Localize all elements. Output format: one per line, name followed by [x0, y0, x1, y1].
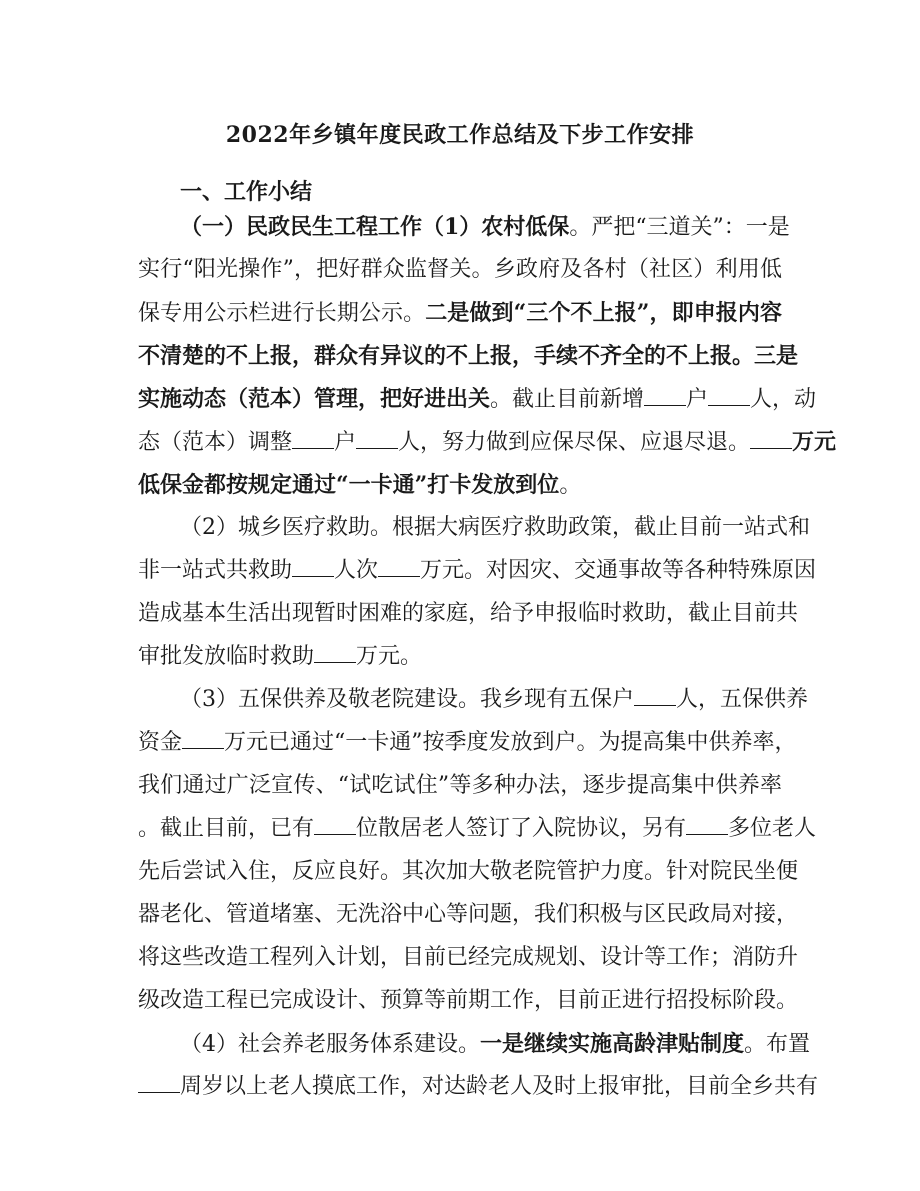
paragraph-1-line-4: 不清楚的不上报，群众有异议的不上报，手续不齐全的不上报。三是	[138, 343, 799, 369]
paragraph-4-line-2: 周岁以上老人摸底工作，对达龄老人及时上报审批，目前全乡共有	[138, 1072, 782, 1102]
paragraph-1-line-2: 实行“阳光操作”，把好群众监督关。乡政府及各村（社区）利用低	[138, 257, 782, 282]
paragraph-2-line-2: 非一站式共救助 人次 万元。对因灾、交通事故等各种特殊原因	[138, 558, 817, 583]
paragraph-1-line-6: 态（范本）调整 户 人，努力做到应保尽保、应退尽退。 万元	[138, 429, 837, 455]
paragraph-3-line-3: 我们通过广泛宣传、“试吃试住”等多种办法，逐步提高集中供养率	[138, 773, 782, 798]
paragraph-2-line-1: （2）城乡医疗救助。根据大病医疗救助政策，截止目前一站式和	[180, 515, 810, 540]
paragraph-4-line-1: （4）社会养老服务体系建设。一是继续实施高龄津贴制度。布置	[180, 1031, 811, 1057]
paragraph-1-line-7: 低保金都按规定通过“一卡通”打卡发放到位。	[138, 472, 582, 498]
paragraph-3-line-7: 将这些改造工程列入计划，目前已经完成规划、设计等工作；消防升	[138, 945, 799, 970]
paragraph-1-line-3: 保专用公示栏进行长期公示。二是做到“三个不上报”，即申报内容	[138, 300, 782, 326]
paragraph-3-line-4: 。截止目前，已有 位散居老人签订了入院协议，另有 多位老人	[138, 816, 817, 841]
paragraph-2-line-4: 审批发放临时救助 万元。	[138, 644, 423, 669]
paragraph-3-line-5: 先后尝试入住，反应良好。其次加大敬老院管护力度。针对院民坐便	[138, 859, 799, 884]
section-heading: 一、工作小结	[180, 179, 313, 205]
paragraph-3-line-8: 级改造工程已完成设计、预算等前期工作，目前正进行招投标阶段。	[138, 988, 799, 1013]
paragraph-3-line-6: 器老化、管道堵塞、无洗浴中心等问题，我们积极与区民政局对接，	[138, 902, 799, 927]
paragraph-3-line-2: 资金 万元已通过“一卡通”按季度发放到户。为提高集中供养率，	[138, 730, 797, 755]
paragraph-1-line-5: 实施动态（范本）管理，把好进出关。截止目前新增 户 人，动	[138, 386, 817, 412]
paragraph-2-line-3: 造成基本生活出现暂时困难的家庭，给予申报临时救助，截止目前共	[138, 601, 799, 626]
paragraph-1-line-1: （一）民政民生工程工作（1）农村低保。严把“三道关”：一是	[180, 214, 790, 240]
paragraph-3-line-1: （3）五保供养及敬老院建设。我乡现有五保户 人，五保供养	[180, 687, 809, 712]
document-title: 2022年乡镇年度民政工作总结及下步工作安排	[225, 122, 695, 148]
